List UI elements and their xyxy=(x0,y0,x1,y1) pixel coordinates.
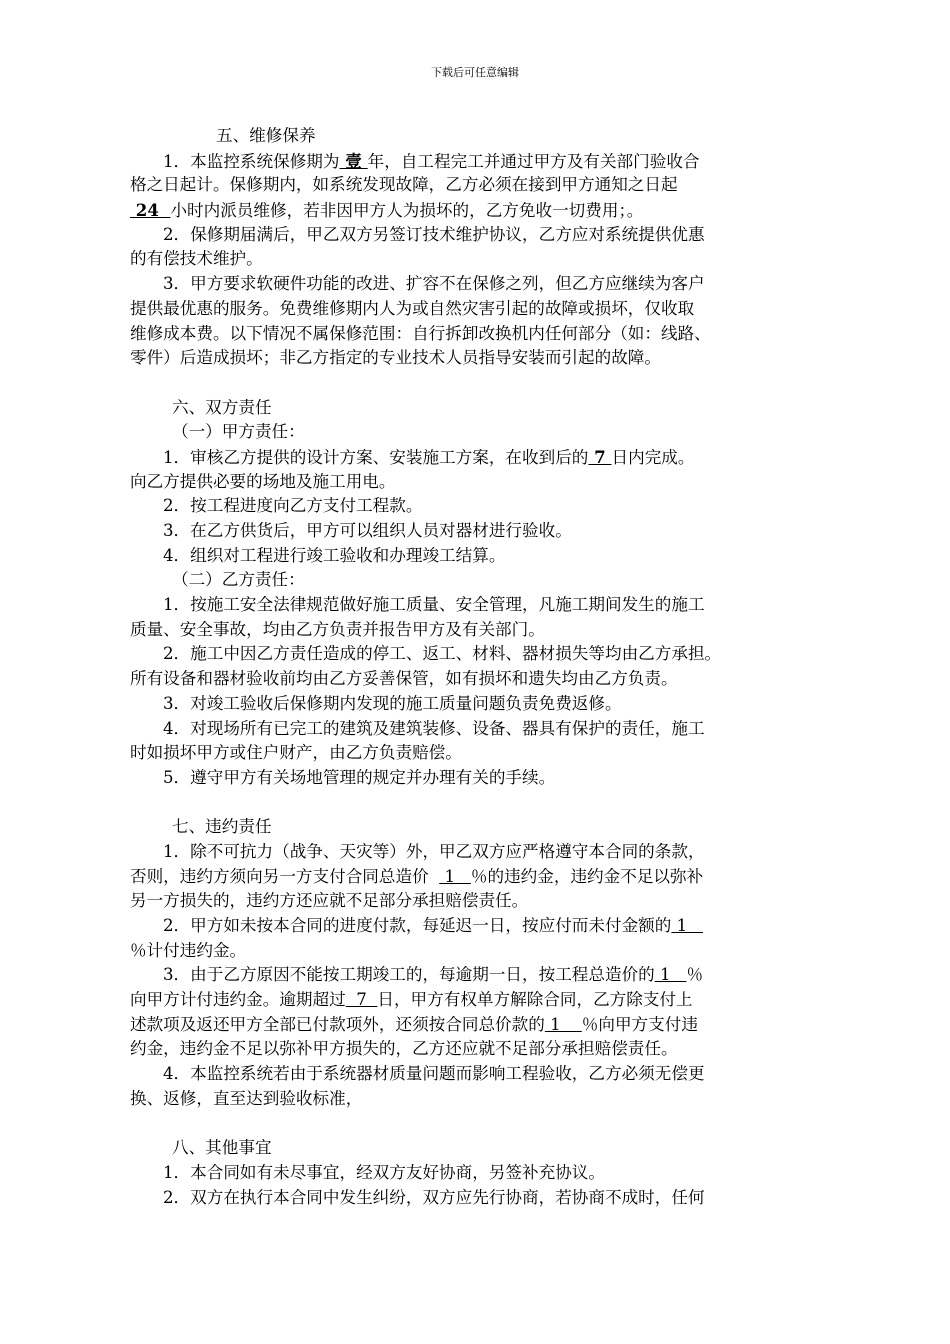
paragraph-line: 时如损坏甲方或住户财产，由乙方负责赔偿。 xyxy=(130,743,462,763)
paragraph-line: 零件）后造成损坏；非乙方指定的专业技术人员指导安装而引起的故障。 xyxy=(130,348,661,368)
paragraph-line: 2．甲方如未按本合同的进度付款，每延迟一日，按应付而未付金额的 1 xyxy=(163,916,704,935)
warranty-years-blank: 壹 xyxy=(339,150,368,171)
document-body xyxy=(130,124,830,1210)
paragraph-line: 5．遵守甲方有关场地管理的规定并办理有关的手续。 xyxy=(163,767,556,787)
blank-line xyxy=(130,1112,830,1137)
termination-percent-blank: 1 xyxy=(544,1014,582,1034)
late-payment-percent-blank: 1 xyxy=(671,916,704,935)
paragraph-line: 所有设备和器材验收前均由乙方妥善保管，如有损坏和遗失均由乙方负责。 xyxy=(130,669,678,689)
paragraph-line: 2．保修期届满后，甲乙双方另签订技术维护协议，乙方应对系统提供优惠 xyxy=(163,224,705,244)
paragraph-line: 4．组织对工程进行竣工验收和办理竣工结算。 xyxy=(163,545,506,565)
delay-percent-blank: 1 xyxy=(654,965,687,985)
paragraph-line: 向甲方计付违约金。逾期超过 7 日，甲方有权单方解除合同，乙方除支付上 xyxy=(130,990,693,1010)
review-days-blank: 7 xyxy=(588,446,612,467)
paragraph-line: 2．双方在执行本合同中发生纠纷，双方应先行协商，若协商不成时，任何 xyxy=(163,1187,705,1207)
paragraph-line: 1．按施工安全法律规范做好施工质量、安全管理，凡施工期间发生的施工 xyxy=(163,595,705,615)
paragraph-line: 4．对现场所有已完工的建筑及建筑装修、设备、器具有保护的责任，施工 xyxy=(163,718,705,738)
paragraph-line: 否则，违约方须向另一方支付合同总造价 1 ％的违约金，违约金不足以弥补 xyxy=(130,866,704,886)
paragraph-line: 2．施工中因乙方责任造成的停工、返工、材料、器材损失等均由乙方承担。 xyxy=(163,644,722,664)
paragraph-line: 1．除不可抗力（战争、天灾等）外，甲乙双方应严格遵守本合同的条款， xyxy=(163,841,705,861)
paragraph-line: 1．本合同如有未尽事宜，经双方友好协商，另签补充协议。 xyxy=(163,1162,605,1182)
paragraph-line: 3．由于乙方原因不能按工期竣工的，每逾期一日，按工程总造价的 1 ％ xyxy=(163,965,704,985)
paragraph-line: 换、返修，直至达到验收标准， xyxy=(130,1088,363,1108)
response-hours-blank: 24 xyxy=(130,200,171,221)
blank-line xyxy=(130,371,830,396)
blank-line xyxy=(130,791,830,816)
paragraph-line: 质量、安全事故，均由乙方负责并报告甲方及有关部门。 xyxy=(130,619,545,639)
paragraph-line: 3．在乙方供货后，甲方可以组织人员对器材进行验收。 xyxy=(163,521,572,540)
paragraph-line: 向乙方提供必要的场地及施工用电。 xyxy=(130,471,396,491)
penalty-percent-blank: 1 xyxy=(439,866,471,886)
paragraph-line: 3．甲方要求软硬件功能的改进、扩容不在保修之列，但乙方应继续为客户 xyxy=(163,274,705,294)
section-title-maintenance: 五、维修保养 xyxy=(216,126,316,145)
paragraph-line: 提供最优惠的服务。免费维修期内人为或自然灾害引起的故障或损坏，仅收取 xyxy=(130,298,695,318)
paragraph-line: 述款项及返还甲方全部已付款项外，还须按合同总价款的 1 ％向甲方支付违 xyxy=(130,1014,698,1034)
overdue-days-blank: 7 xyxy=(345,990,378,1010)
subsection-title-party-a: （一）甲方责任： xyxy=(172,422,305,442)
paragraph-line: 约金，违约金不足以弥补甲方损失的，乙方还应就不足部分承担赔偿责任。 xyxy=(130,1039,678,1059)
section-title-responsibilities: 六、双方责任 xyxy=(172,397,272,417)
subsection-title-party-b: （二）乙方责任： xyxy=(172,570,305,590)
paragraph-line: 3．对竣工验收后保修期内发现的施工质量问题负责免费返修。 xyxy=(163,693,622,713)
paragraph-line: 的有偿技术维护。 xyxy=(130,249,263,269)
paragraph-line: 2．按工程进度向乙方支付工程款。 xyxy=(163,496,423,516)
paragraph-line: 1．本监控系统保修期为 壹 年，自工程完工并通过甲方及有关部门验收合 xyxy=(163,150,700,171)
paragraph-line: 4．本监控系统若由于系统器材质量问题而影响工程验收，乙方必须无偿更 xyxy=(163,1064,705,1084)
page-header-note: 下载后可任意编辑 xyxy=(431,66,519,79)
section-title-other: 八、其他事宜 xyxy=(172,1138,272,1158)
section-title-breach: 七、违约责任 xyxy=(172,817,272,837)
paragraph-line: 格之日起计。保修期内，如系统发现故障，乙方必须在接到甲方通知之日起 xyxy=(130,175,678,195)
paragraph-line: 1．审核乙方提供的设计方案、安装施工方案，在收到后的 7 日内完成。 xyxy=(163,446,695,467)
paragraph-line: 维修成本费。以下情况不属保修范围：自行拆卸改换机内任何部分（如：线路、 xyxy=(130,323,711,343)
paragraph-line: 另一方损失的，违约方还应就不足部分承担赔偿责任。 xyxy=(130,891,529,911)
paragraph-line: 24 小时内派员维修，若非因甲方人为损坏的，乙方免收一切费用；。 xyxy=(130,200,644,221)
paragraph-line: ％计付违约金。 xyxy=(130,940,247,960)
